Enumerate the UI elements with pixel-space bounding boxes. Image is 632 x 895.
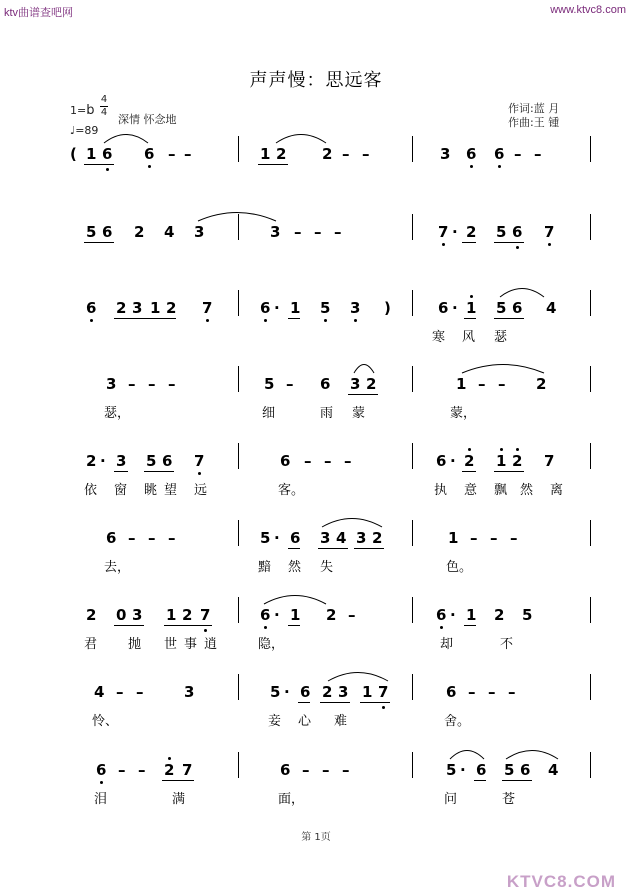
lyric-char: 寒: [432, 330, 446, 345]
low-octave-dot: [148, 165, 151, 168]
lyric-char: 舍。: [444, 714, 471, 729]
note: –: [168, 529, 176, 547]
note: 6: [86, 299, 97, 317]
low-octave-dot: [100, 781, 103, 784]
note: 5: [496, 223, 507, 241]
eighth-underline: [462, 242, 476, 243]
note: 2: [182, 606, 193, 624]
note: 3: [116, 452, 127, 470]
note: 6: [102, 145, 113, 163]
bar-line: [590, 136, 591, 162]
lyric-char: 蒙: [352, 406, 366, 421]
page-number: 第 1页: [301, 832, 331, 843]
eighth-underline: [162, 780, 194, 781]
slur-arc: [104, 130, 148, 144]
eighth-underline: [288, 625, 300, 626]
note: 2: [512, 452, 523, 470]
eighth-underline: [114, 471, 128, 472]
note: 2: [464, 452, 475, 470]
site-logo: KTVC8.COM: [506, 872, 616, 891]
eighth-underline: [114, 625, 144, 626]
low-octave-dot: [204, 629, 207, 632]
lyric-char: 然: [520, 483, 534, 498]
note: 3: [320, 529, 331, 547]
lyric-char: 满: [172, 792, 186, 807]
note: 6: [476, 761, 487, 779]
eighth-underline: [348, 394, 378, 395]
note: –: [488, 683, 496, 701]
note: –: [342, 145, 350, 163]
note: 2: [164, 761, 175, 779]
note: 2: [86, 452, 97, 470]
lyric-char: 望: [164, 483, 178, 498]
low-octave-dot: [324, 319, 327, 322]
note: ·: [274, 299, 280, 317]
lyric-char: 泪: [94, 792, 108, 807]
lyric-char: 抛: [128, 637, 142, 652]
note: (: [70, 145, 77, 163]
note: –: [478, 375, 486, 393]
bar-line: [412, 674, 413, 700]
eighth-underline: [164, 625, 212, 626]
note: 3: [270, 223, 281, 241]
note: 3: [132, 606, 143, 624]
note: 2: [372, 529, 383, 547]
note: ·: [450, 452, 456, 470]
note: –: [286, 375, 294, 393]
low-octave-dot: [206, 319, 209, 322]
note: 5: [504, 761, 515, 779]
note: 1: [260, 145, 271, 163]
note: 5: [496, 299, 507, 317]
lyricist-credit: 作词:蓝 月: [508, 102, 560, 115]
note: 4: [164, 223, 175, 241]
eighth-underline: [502, 780, 532, 781]
note: –: [498, 375, 506, 393]
lyric-char: 眺: [144, 483, 158, 498]
note: –: [116, 683, 124, 701]
score-row: [70, 762, 590, 822]
expression-marking: 深情 怀念地: [118, 113, 177, 126]
eighth-underline: [298, 702, 310, 703]
high-octave-dot: [168, 757, 171, 760]
low-octave-dot: [354, 319, 357, 322]
bar-line: [412, 290, 413, 316]
eighth-underline: [494, 242, 524, 243]
lyric-char: 隐，: [258, 637, 285, 652]
note: 6: [106, 529, 117, 547]
note: 6: [300, 683, 311, 701]
score-row: [70, 530, 590, 590]
note: 6: [280, 452, 291, 470]
low-octave-dot: [440, 626, 443, 629]
note: 4: [548, 761, 559, 779]
note: 4: [94, 683, 105, 701]
note: –: [302, 761, 310, 779]
low-octave-dot: [264, 319, 267, 322]
note: ·: [452, 299, 458, 317]
lyric-char: 意: [464, 483, 478, 498]
lyric-char: 雨: [320, 406, 334, 421]
note: 2: [322, 145, 333, 163]
slur-arc: [264, 591, 326, 605]
bar-line: [412, 443, 413, 469]
tempo-marking: [70, 124, 98, 137]
note: 2: [536, 375, 547, 393]
note: ): [384, 299, 391, 317]
composer-credit: 作曲:王 锺: [508, 116, 560, 129]
bar-line: [238, 520, 239, 546]
bar-line: [590, 597, 591, 623]
low-octave-dot: [106, 168, 109, 171]
note: 7: [378, 683, 389, 701]
note: 1: [496, 452, 507, 470]
high-octave-dot: [470, 295, 473, 298]
eighth-underline: [84, 242, 114, 243]
lyric-char: 离: [550, 483, 564, 498]
note: 6: [290, 529, 301, 547]
time-sig-bottom: 4: [100, 107, 108, 118]
bar-line: [590, 366, 591, 392]
note: 6: [466, 145, 477, 163]
slur-arc: [462, 360, 544, 374]
bar-line: [412, 366, 413, 392]
note: 5: [86, 223, 97, 241]
note: 7: [202, 299, 213, 317]
bar-line: [412, 136, 413, 162]
lyric-char: 风: [462, 330, 476, 345]
lyric-char: 妾: [268, 714, 282, 729]
note: 3: [440, 145, 451, 163]
note: 1: [362, 683, 373, 701]
note: –: [468, 683, 476, 701]
note: 5: [320, 299, 331, 317]
note: 1: [466, 299, 477, 317]
note: 3: [350, 299, 361, 317]
bar-line: [412, 214, 413, 240]
bar-line: [412, 752, 413, 778]
eighth-underline: [288, 318, 300, 319]
slur-arc: [506, 746, 558, 760]
lyric-char: 黯: [258, 560, 272, 575]
bar-line: [238, 366, 239, 392]
note: 0: [116, 606, 127, 624]
note: –: [490, 529, 498, 547]
high-octave-dot: [516, 448, 519, 451]
eighth-underline: [464, 625, 476, 626]
note: 7: [200, 606, 211, 624]
bar-line: [590, 214, 591, 240]
note: 2: [276, 145, 287, 163]
bar-line: [238, 597, 239, 623]
note: 7: [544, 452, 555, 470]
lyric-char: 问: [444, 792, 458, 807]
note: 2: [322, 683, 333, 701]
site-watermark-left: ktv曲谱查吧网: [4, 7, 74, 19]
slur-arc: [450, 746, 484, 760]
lyric-char: 瑟，: [104, 406, 131, 421]
high-octave-dot: [500, 448, 503, 451]
note: –: [148, 529, 156, 547]
low-octave-dot: [470, 165, 473, 168]
lyric-char: 依: [84, 483, 98, 498]
low-octave-dot: [198, 472, 201, 475]
lyric-char: 世: [164, 637, 178, 652]
low-octave-dot: [442, 243, 445, 246]
note: 6: [494, 145, 505, 163]
note: 6: [260, 606, 271, 624]
lyric-char: 不: [500, 637, 514, 652]
note: 7: [544, 223, 555, 241]
note: 3: [194, 223, 205, 241]
note: 5: [260, 529, 271, 547]
note: ·: [274, 529, 280, 547]
note: 3: [132, 299, 143, 317]
key-signature: [70, 103, 94, 118]
lyric-char: 细: [262, 406, 276, 421]
score-row: [70, 224, 590, 284]
note: –: [344, 452, 352, 470]
note: –: [168, 375, 176, 393]
lyric-char: 面，: [278, 792, 305, 807]
note: 1: [86, 145, 97, 163]
low-octave-dot: [548, 243, 551, 246]
bar-line: [412, 520, 413, 546]
note: ·: [460, 761, 466, 779]
note: –: [534, 145, 542, 163]
low-octave-dot: [516, 246, 519, 249]
note: 2: [166, 299, 177, 317]
bar-line: [238, 752, 239, 778]
note: 5: [146, 452, 157, 470]
score-row: [70, 300, 590, 360]
note: –: [348, 606, 356, 624]
flat-sign: b: [86, 103, 95, 118]
low-octave-dot: [90, 319, 93, 322]
note: 1: [290, 299, 301, 317]
note: –: [342, 761, 350, 779]
lyric-char: 君: [84, 637, 98, 652]
slur-arc: [322, 514, 382, 528]
note: –: [334, 223, 342, 241]
note: –: [314, 223, 322, 241]
note: 1: [166, 606, 177, 624]
note: 6: [96, 761, 107, 779]
lyric-char: 客。: [278, 483, 305, 498]
bar-line: [238, 290, 239, 316]
lyric-char: 色。: [446, 560, 473, 575]
note: –: [470, 529, 478, 547]
bar-line: [238, 674, 239, 700]
note: 6: [260, 299, 271, 317]
bar-line: [238, 443, 239, 469]
bar-line: [590, 290, 591, 316]
eighth-underline: [494, 318, 524, 319]
note: –: [362, 145, 370, 163]
lyric-char: 事: [184, 637, 198, 652]
note: 2: [326, 606, 337, 624]
note: 3: [338, 683, 349, 701]
bar-line: [590, 520, 591, 546]
note: –: [148, 375, 156, 393]
note: 2: [366, 375, 377, 393]
slur-arc: [500, 284, 544, 298]
score-row: [70, 376, 590, 436]
note: –: [294, 223, 302, 241]
lyric-char: 心: [298, 714, 312, 729]
eighth-underline: [464, 318, 476, 319]
note: –: [510, 529, 518, 547]
eighth-underline: [288, 548, 300, 549]
note: 5: [270, 683, 281, 701]
lyric-char: 飘: [494, 483, 508, 498]
note: 6: [438, 299, 449, 317]
lyric-char: 然: [288, 560, 302, 575]
note: 5: [264, 375, 275, 393]
note: 6: [102, 223, 113, 241]
note: 6: [320, 375, 331, 393]
time-signature: [100, 95, 108, 118]
note: 6: [520, 761, 531, 779]
bar-line: [238, 136, 239, 162]
eighth-underline: [144, 471, 174, 472]
lyric-char: 失: [320, 560, 334, 575]
slur-arc: [276, 130, 326, 144]
score-row: [70, 607, 590, 667]
lyric-char: 却: [440, 637, 454, 652]
score-row: [70, 146, 590, 206]
note: 1: [456, 375, 467, 393]
note: 6: [512, 223, 523, 241]
note: 4: [546, 299, 557, 317]
note: 2: [86, 606, 97, 624]
note: –: [322, 761, 330, 779]
note: 1: [466, 606, 477, 624]
bar-line: [590, 752, 591, 778]
slur-arc: [354, 360, 374, 374]
site-watermark-right: www.ktvc8.com: [550, 4, 626, 16]
note: –: [508, 683, 516, 701]
note: –: [514, 145, 522, 163]
note: 6: [280, 761, 291, 779]
slur-arc: [198, 208, 276, 222]
note: 4: [336, 529, 347, 547]
eighth-underline: [360, 702, 390, 703]
note: 2: [116, 299, 127, 317]
note: ·: [450, 606, 456, 624]
note: 2: [134, 223, 145, 241]
lyric-char: 难: [334, 714, 348, 729]
note: –: [136, 683, 144, 701]
note: 6: [162, 452, 173, 470]
note: –: [138, 761, 146, 779]
note: ·: [284, 683, 290, 701]
low-octave-dot: [498, 165, 501, 168]
quarter-note-icon: ♩: [70, 124, 76, 137]
score-row: [70, 453, 590, 513]
note: 7: [182, 761, 193, 779]
eighth-underline: [474, 780, 486, 781]
note: 3: [184, 683, 195, 701]
bar-line: [590, 674, 591, 700]
note: 7: [438, 223, 449, 241]
song-title: 声声慢：思远客: [249, 70, 383, 91]
note: 2: [494, 606, 505, 624]
note: 2: [466, 223, 477, 241]
lyric-char: 执: [434, 483, 448, 498]
note: 1: [448, 529, 459, 547]
lyric-char: 窗: [114, 483, 128, 498]
score-row: [70, 684, 590, 744]
lyric-char: 去，: [104, 560, 131, 575]
note: 3: [106, 375, 117, 393]
note: 3: [356, 529, 367, 547]
note: –: [324, 452, 332, 470]
lyric-char: 远: [194, 483, 208, 498]
note: 7: [194, 452, 205, 470]
note: 1: [150, 299, 161, 317]
note: ·: [100, 452, 106, 470]
eighth-underline: [258, 164, 288, 165]
note: 6: [436, 606, 447, 624]
eighth-underline: [354, 548, 384, 549]
note: 6: [446, 683, 457, 701]
eighth-underline: [84, 164, 114, 165]
key-label: 1=: [70, 104, 87, 117]
note: 6: [144, 145, 155, 163]
note: –: [184, 145, 192, 163]
note: ·: [452, 223, 458, 241]
note: 6: [512, 299, 523, 317]
note: –: [128, 375, 136, 393]
tempo-value: =89: [75, 124, 99, 137]
low-octave-dot: [264, 626, 267, 629]
eighth-underline: [114, 318, 176, 319]
note: ·: [274, 606, 280, 624]
note: 6: [436, 452, 447, 470]
bar-line: [590, 443, 591, 469]
lyric-char: 蒙，: [450, 406, 477, 421]
note: 5: [522, 606, 533, 624]
note: 1: [290, 606, 301, 624]
eighth-underline: [494, 471, 524, 472]
lyric-char: 逍: [204, 637, 218, 652]
bar-line: [412, 597, 413, 623]
high-octave-dot: [468, 448, 471, 451]
note: –: [118, 761, 126, 779]
note: –: [304, 452, 312, 470]
eighth-underline: [318, 548, 348, 549]
low-octave-dot: [382, 706, 385, 709]
lyric-char: 怜、: [92, 714, 119, 729]
note: 3: [350, 375, 361, 393]
slur-arc: [328, 668, 388, 682]
eighth-underline: [320, 702, 350, 703]
time-sig-top: 4: [100, 94, 108, 105]
lyric-char: 苍: [502, 792, 516, 807]
note: –: [168, 145, 176, 163]
lyric-char: 瑟: [494, 330, 508, 345]
note: –: [128, 529, 136, 547]
eighth-underline: [462, 471, 476, 472]
note: 5: [446, 761, 457, 779]
